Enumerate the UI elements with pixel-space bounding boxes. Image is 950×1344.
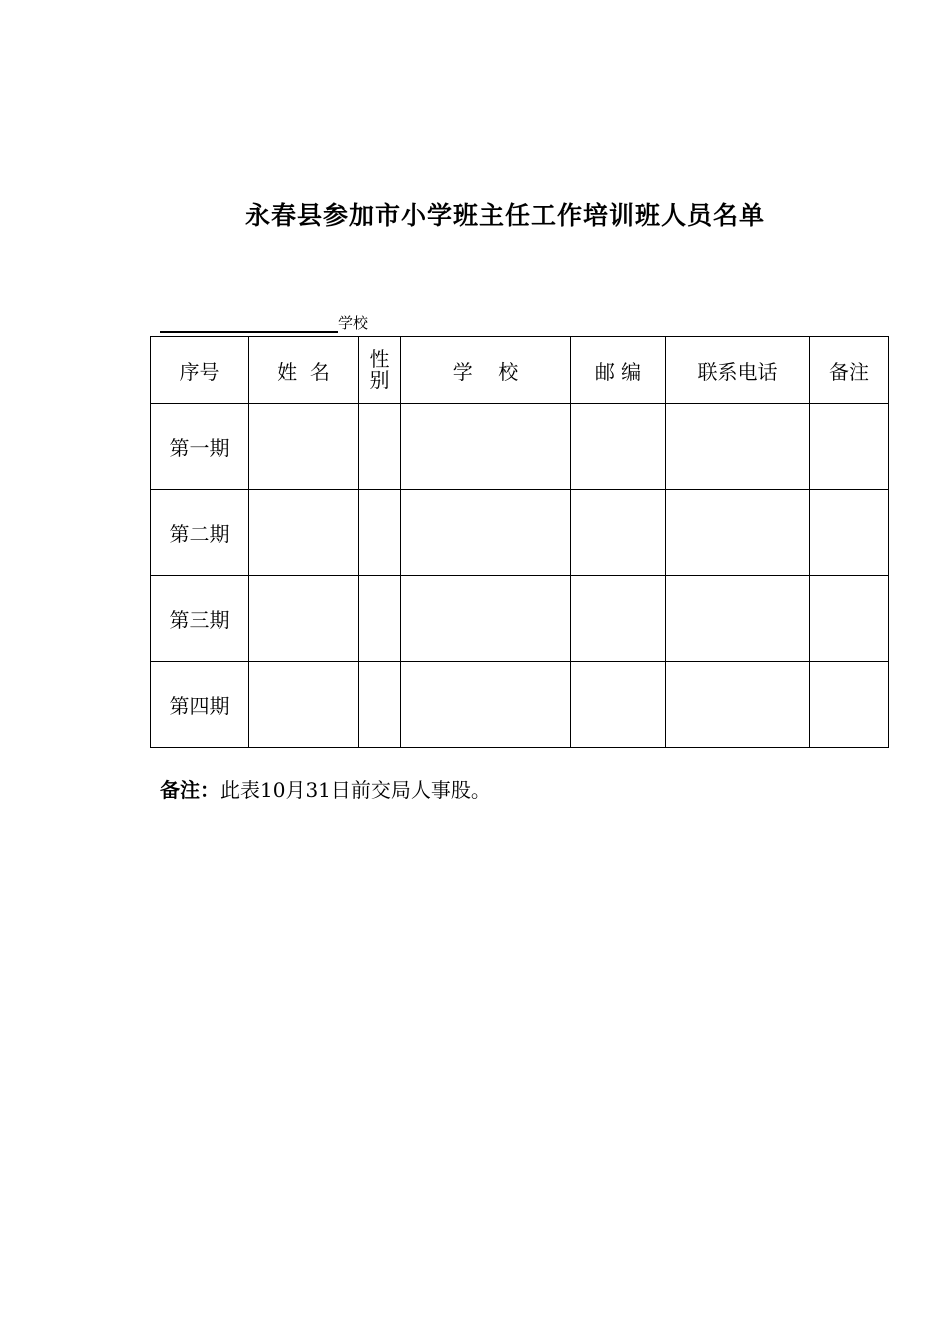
header-gender-line-2: 别: [369, 368, 390, 392]
header-name: 姓 名: [249, 337, 359, 404]
cell-school[interactable]: [401, 576, 571, 662]
cell-gender[interactable]: [359, 576, 401, 662]
cell-gender[interactable]: [359, 404, 401, 490]
note: [160, 774, 491, 803]
cell-postcode[interactable]: [571, 490, 666, 576]
cell-school[interactable]: [401, 490, 571, 576]
cell-remark[interactable]: [810, 404, 889, 490]
header-school: 学 校: [401, 337, 571, 404]
school-suffix: 学校: [338, 314, 369, 332]
cell-postcode[interactable]: [571, 662, 666, 748]
note-text: 此表10月31日前交局人事股。: [220, 778, 491, 802]
roster-table: [150, 336, 889, 748]
table-row: [151, 404, 889, 490]
cell-gender[interactable]: [359, 662, 401, 748]
header-gender: [359, 337, 401, 404]
header-remark: 备注: [810, 337, 889, 404]
document-title: 永春县参加市小学班主任工作培训班人员名单: [244, 201, 765, 230]
cell-postcode[interactable]: [571, 404, 666, 490]
header-seq: 序号: [151, 337, 249, 404]
cell-phone[interactable]: [666, 404, 810, 490]
cell-school[interactable]: [401, 662, 571, 748]
school-blank[interactable]: [160, 313, 338, 333]
row-label: 第一期: [151, 404, 249, 490]
cell-phone[interactable]: [666, 490, 810, 576]
cell-remark[interactable]: [810, 662, 889, 748]
header-gender-line-1: 性: [369, 347, 390, 371]
cell-remark[interactable]: [810, 576, 889, 662]
table-row: [151, 576, 889, 662]
cell-name[interactable]: [249, 662, 359, 748]
cell-phone[interactable]: [666, 576, 810, 662]
cell-phone[interactable]: [666, 662, 810, 748]
row-label: 第三期: [151, 576, 249, 662]
row-label: 第四期: [151, 662, 249, 748]
row-label: 第二期: [151, 490, 249, 576]
cell-remark[interactable]: [810, 490, 889, 576]
table-row: [151, 490, 889, 576]
cell-name[interactable]: [249, 404, 359, 490]
header-row: [151, 337, 889, 404]
cell-gender[interactable]: [359, 490, 401, 576]
cell-name[interactable]: [249, 490, 359, 576]
cell-postcode[interactable]: [571, 576, 666, 662]
note-label: 备注：: [160, 778, 220, 802]
header-phone: 联系电话: [666, 337, 810, 404]
cell-school[interactable]: [401, 404, 571, 490]
table-row: [151, 662, 889, 748]
cell-name[interactable]: [249, 576, 359, 662]
school-fill-line: [160, 312, 368, 333]
header-postcode: 邮 编: [571, 337, 666, 404]
